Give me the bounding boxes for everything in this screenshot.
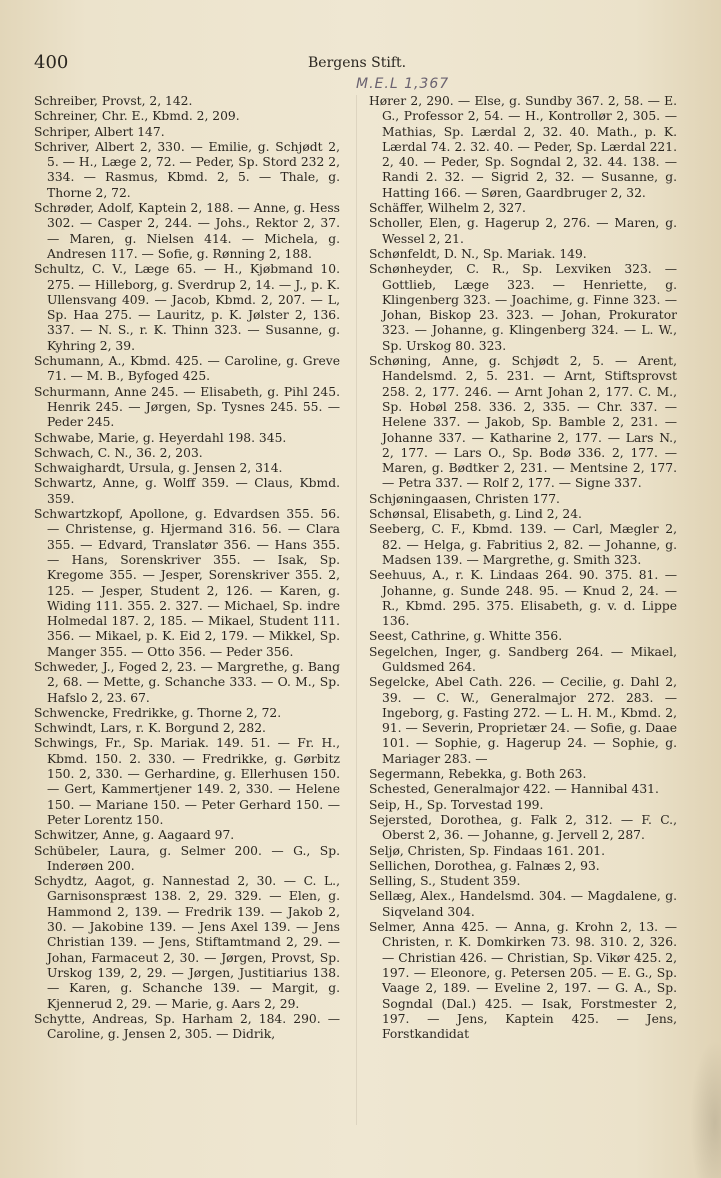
index-entry: Schydtz, Aagot, g. Nannestad 2, 30. — C. L., Garnisonspræst 138. 2, 29. 329. — Elen, g. Hammond 2, 139. — Fredrik 139. — Jakob 2, 30. — Jakobine 139. — Jens Axel 139. — Jens Christian 139. — Jens, Stiftamtmand 2, 29. — Johan, Farmaceut 2, 30. — Jørgen, Provst, Sp. Urskog 139, 2, 29. — Jørgen, Justitiarius 138. — Karen, g. Schanche 139. — Margit, g. Kjennerud 2, 29. — Marie, g. Aars 2, 29. bbox=[34, 874, 340, 1011]
index-entry: Schwartz, Anne, g. Wolff 359. — Claus, Kbmd. 359. bbox=[34, 476, 340, 506]
index-column-right bbox=[369, 94, 677, 1042]
index-entry: Schrøder, Adolf, Kaptein 2, 188. — Anne, g. Hess 302. — Casper 2, 244. — Johs., Rektor 2, 37. — Maren, g. Nielsen 414. — Michela, g. Andresen 117. — Sofie, g. Rønning 2, 188. bbox=[34, 201, 340, 261]
index-entry: Seip, H., Sp. Torvestad 199. bbox=[369, 797, 544, 812]
paper-stain bbox=[690, 1040, 721, 1178]
index-entry: Schønsal, Elisabeth, g. Lind 2, 24. bbox=[369, 507, 582, 522]
index-entry: Selling, S., Student 359. bbox=[369, 874, 521, 889]
index-entry: Schreiber, Provst, 2, 142. bbox=[34, 94, 193, 108]
index-entry: Schønheyder, C. R., Sp. Lexviken 323. — Gottlieb, Læge 323. — Henriette, g. Klingenberg 323. — Joachime, g. Finne 323. — Johan, Biskop 23. 323. — Johan, Prokurator 323. — Johanne, g. Klingenberg 324. — L. W., Sp. Urskog 80. 323. bbox=[369, 262, 677, 353]
running-title: Bergens Stift. bbox=[308, 55, 407, 71]
index-entry: Schwencke, Fredrikke, g. Thorne 2, 72. bbox=[34, 705, 282, 720]
index-entry: Schumann, A., Kbmd. 425. — Caroline, g. Greve 71. — M. B., Byfoged 425. bbox=[34, 354, 340, 384]
index-entry: Schwaighardt, Ursula, g. Jensen 2, 314. bbox=[34, 461, 283, 476]
index-entry: Schøning, Anne, g. Schjødt 2, 5. — Arent, Handelsmd. 2, 5. 231. — Arnt, Stiftsprovst 258. 2, 177. 246. — Arnt Johan 2, 177. C. M., Sp. Hobøl 258. 336. 2, 335. — Chr. 337. — Helene 337. — Jakob, Sp. Bamble 2, 231. — Johanne 337. — Katharine 2, 177. — Lars N., 2, 177. — Lars O., Sp. Bodø 336. 2, 177. — Maren, g. Bødtker 2, 231. — Mentsine 2, 177. — Petra 337. — Rolf 2, 177. — Signe 337. bbox=[369, 354, 677, 491]
index-entry: Selmer, Anna 425. — Anna, g. Krohn 2, 13. — Christen, r. K. Domkirken 73. 98. 310. 2, 326. — Christian 426. — Christian, Sp. Vikør 425. 2, 197. — Eleonore, g. Petersen 205. — E. G., Sp. Vaage 2, 189. — Eveline 2, 197. — G. A., Sp. Sogndal (Dal.) 425. — Isak, Forstmester 2, 197. — Jens, Kaptein 425. — Jens, Forstkandidat bbox=[369, 920, 677, 1042]
index-entry: Schønfeldt, D. N., Sp. Mariak. 149. bbox=[369, 246, 587, 261]
index-entry: Schwabe, Marie, g. Heyerdahl 198. 345. bbox=[34, 430, 287, 445]
index-entry: Seljø, Christen, Sp. Findaas 161. 201. bbox=[369, 843, 605, 858]
index-entry: Schwitzer, Anne, g. Aagaard 97. bbox=[34, 828, 235, 843]
index-entry: Schytte, Andreas, Sp. Harham 2, 184. 290. — Caroline, g. Jensen 2, 305. — Didrik, bbox=[34, 1011, 340, 1042]
index-entry: Schreiner, Chr. E., Kbmd. 2, 209. bbox=[34, 109, 240, 124]
index-entry: Sejersted, Dorothea, g. Falk 2, 312. — F. C., Oberst 2, 36. — Johanne, g. Jervell 2, 287. bbox=[369, 812, 677, 843]
index-entry: Segelchen, Inger, g. Sandberg 264. — Mikael, Guldsmed 264. bbox=[369, 644, 677, 674]
column-divider bbox=[356, 95, 357, 1125]
index-entry: Schurmann, Anne 245. — Elisabeth, g. Pihl 245. Henrik 245. — Jørgen, Sp. Tysnes 245. 55. — Peder 245. bbox=[34, 384, 340, 430]
index-entry: Schested, Generalmajor 422. — Hannibal 431. bbox=[369, 782, 659, 797]
handwritten-annotation: M.E.L 1,367 bbox=[356, 76, 450, 92]
index-entry: Schwartzkopf, Apollone, g. Edvardsen 355. 56. — Christense, g. Hjermand 316. 56. — Clara 355. — Edvard, Translatør 356. — Hans 355. — Hans, Sorenskriver 355. — Isak, Sp. Kregome 355. — Jesper, Sorenskriver 355. 2, 125. — Jesper, Student 2, 126. — Karen, g. Widing 111. 355. 2. 327. — Michael, Sp. indre Holmedal 187. 2, 185. — Mikael, Student 111. 356. — Mikael, p. K. Eid 2, 179. — Mikkel, Sp. Manger 355. — Otto 356. — Peder 356. bbox=[34, 507, 340, 659]
index-entry: Sellæg, Alex., Handelsmd. 304. — Magdalene, g. Siqveland 304. bbox=[369, 889, 677, 919]
index-entry: Schriper, Albert 147. bbox=[34, 124, 165, 139]
index-entry: Schriver, Albert 2, 330. — Emilie, g. Schjødt 2, 5. — H., Læge 2, 72. — Peder, Sp. Stord 232 2, 334. — Rasmus, Kbmd. 2, 5. — Thale, g. Thorne 2, 72. bbox=[34, 139, 340, 200]
index-entry: Seehuus, A., r. K. Lindaas 264. 90. 375. 81. — Johanne, g. Sunde 248. 95. — Knud 2, 24. — R., Kbmd. 295. 375. Elisabeth, g. v. d. Lippe 136. bbox=[369, 568, 677, 629]
index-entry: Hører 2, 290. — Else, g. Sundby 367. 2, 58. — E. G., Professor 2, 54. — H., Kontrollør 2, 305. — Mathias, Sp. Lærdal 2, 32. 40. Math., p. K. Lærdal 74. 2. 32. 40. — Peder, Sp. Lærdal 221. 2, 40. — Peder, Sp. Sogndal 2, 32. 44. 138. — Randi 2. 32. — Sigrid 2, 32. — Susanne, g. Hatting 166. — Søren, Gaardbruger 2, 32. bbox=[369, 94, 677, 200]
index-entry: Schweder, J., Foged 2, 23. — Margrethe, g. Bang 2, 68. — Mette, g. Schanche 333. — O. M., Sp. Hafslo 2, 23. 67. bbox=[34, 659, 340, 705]
index-column-left bbox=[34, 94, 340, 1042]
index-entry: Schultz, C. V., Læge 65. — H., Kjøbmand 10. 275. — Hilleborg, g. Sverdrup 2, 14. — J., p. K. Ullensvang 409. — Jacob, Kbmd. 2, 207. — L, Sp. Haa 275. — Lauritz, p. K. Jølster 2, 136. 337. — N. S., r. K. Thinn 323. — Susanne, g. Kyhring 2, 39. bbox=[34, 262, 340, 353]
index-entry: Schwings, Fr., Sp. Mariak. 149. 51. — Fr. H., Kbmd. 150. 2. 330. — Fredrikke, g. Gørbitz 150. 2, 330. — Gerhardine, g. Ellerhusen 150. — Gert, Kammertjener 149. 2, 330. — Helene 150. — Mariane 150. — Peter Gerhard 150. — Peter Lorentz 150. bbox=[34, 736, 340, 827]
index-entry: Seeberg, C. F., Kbmd. 139. — Carl, Mægler 2, 82. — Helga, g. Fabritius 2, 82. — Johanne, g. Madsen 139. — Margrethe, g. Smith 323. bbox=[369, 522, 677, 567]
index-entry: Schwach, C. N., 36. 2, 203. bbox=[34, 445, 203, 460]
index-entry: Schjøningaasen, Christen 177. bbox=[369, 491, 560, 506]
index-entry: Schübeler, Laura, g. Selmer 200. — G., Sp. Inderøen 200. bbox=[34, 843, 340, 873]
page-number: 400 bbox=[34, 52, 69, 73]
index-entry: Sellichen, Dorothea, g. Falnæs 2, 93. bbox=[369, 858, 600, 873]
index-entry: Schäffer, Wilhelm 2, 327. bbox=[369, 201, 526, 216]
page-header bbox=[34, 52, 687, 76]
index-entry: Schwindt, Lars, r. K. Borgund 2, 282. bbox=[34, 721, 266, 736]
index-entry: Segelcke, Abel Cath. 226. — Cecilie, g. Dahl 2, 39. — C. W., Generalmajor 272. 283. — Ingeborg, g. Fasting 272. — L. H. M., Kbmd. 2, 91. — Severin, Proprietær 24. — Sofie, g. Daae 101. — Sophie, g. Hagerup 24. — Sophie, g. Mariager 283. — bbox=[369, 675, 677, 766]
index-entry: Seest, Cathrine, g. Whitte 356. bbox=[369, 629, 563, 644]
index-entry: Scholler, Elen, g. Hagerup 2, 276. — Maren, g. Wessel 2, 21. bbox=[369, 216, 677, 246]
index-entry: Segermann, Rebekka, g. Both 263. bbox=[369, 767, 587, 782]
